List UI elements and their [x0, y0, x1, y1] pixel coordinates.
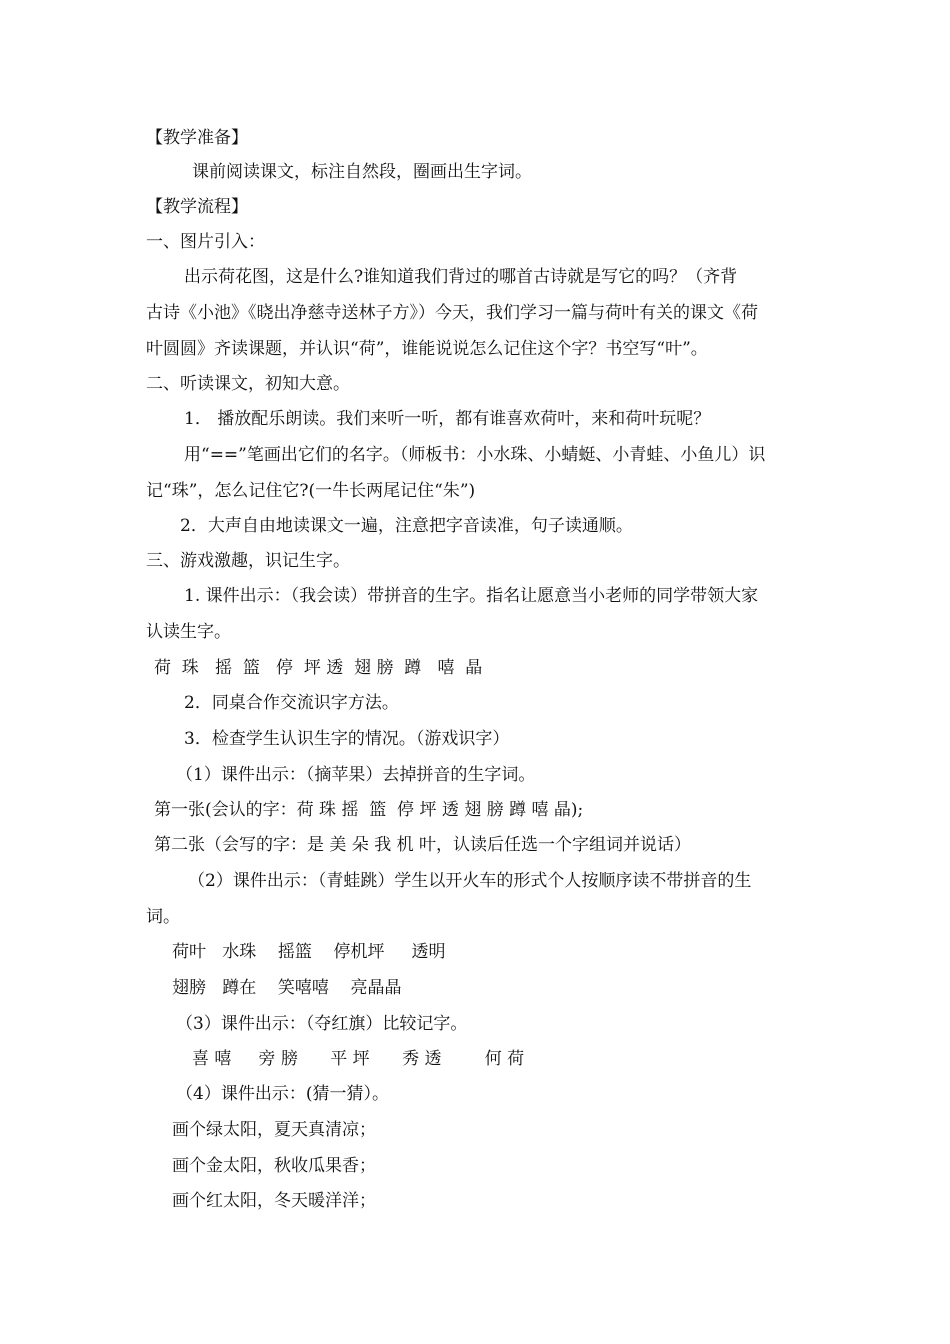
card-one-line: 第一张(会认的字：荷 珠 摇 篮 停 坪 透 翅 膀 蹲 嘻 晶);: [154, 800, 584, 820]
paragraph-line: 1. 课件出示：（我会读）带拼音的生字。指名让愿意当小老师的同学带领大家: [184, 586, 759, 606]
paragraph-line: 古诗《小池》《晓出净慈寺送林子方》）今天，我们学习一篇与荷叶有关的课文《荷: [146, 303, 758, 323]
compare-characters: 喜 嘻 旁 膀 平 坪 秀 透 何 荷: [192, 1049, 525, 1069]
riddle-line: 画个红太阳，冬天暖洋洋；: [172, 1191, 376, 1211]
prep-heading: 【教学准备】: [146, 128, 248, 148]
word-list: 荷叶 水珠 摇篮 停机坪 透明: [172, 942, 446, 962]
riddle-line: 画个金太阳，秋收瓜果香；: [172, 1156, 376, 1176]
paragraph-line: 1． 播放配乐朗读。我们来听一听，都有谁喜欢荷叶，来和荷叶玩呢？: [184, 409, 711, 429]
section-2-heading: 二、听读课文，初知大意。: [146, 374, 350, 394]
paragraph-line: 2．大声自由地读课文一遍，注意把字音读准，句子读通顺。: [180, 516, 633, 536]
prep-body: 课前阅读课文，标注自然段，圈画出生字词。: [192, 162, 532, 182]
paragraph-line: （3）课件出示：（夺红旗）比较记字。: [176, 1014, 468, 1034]
word-list: 翅膀 蹲在 笑嘻嘻 亮晶晶: [172, 978, 402, 998]
character-list: 荷 珠 摇 篮 停 坪 透 翅 膀 蹲 嘻 晶: [154, 658, 483, 678]
paragraph-line: 3．检查学生认识生字的情况。（游戏识字）: [184, 729, 510, 749]
paragraph-line: 词。: [146, 907, 180, 927]
paragraph-line: （1）课件出示：（摘苹果）去掉拼音的生字词。: [176, 765, 536, 785]
paragraph-line: （4）课件出示：(猜一猜）。: [176, 1084, 389, 1104]
paragraph-line: 用“==”笔画出它们的名字。（师板书：小水珠、小蜻蜓、小青蛙、小鱼儿）识: [184, 445, 766, 465]
paragraph-line: 叶圆圆》齐读课题，并认识“荷”，谁能说说怎么记住这个字？书空写“叶”。: [146, 339, 708, 359]
paragraph-line: 认读生字。: [146, 622, 231, 642]
card-two-line: 第二张（会写的字：是 美 朵 我 机 叶，认读后任选一个字组词并说话）: [154, 835, 692, 855]
paragraph-line: 2．同桌合作交流识字方法。: [184, 693, 399, 713]
section-3-heading: 三、游戏激趣，识记生字。: [146, 551, 350, 571]
riddle-line: 画个绿太阳，夏天真清凉；: [172, 1120, 376, 1140]
paragraph-line: 记“珠”，怎么记住它?(一牛长两尾记住“朱”): [146, 481, 476, 501]
flow-heading: 【教学流程】: [146, 197, 248, 217]
paragraph-line: 出示荷花图，这是什么?谁知道我们背过的哪首古诗就是写它的吗？（齐背: [184, 267, 738, 287]
section-1-heading: 一、图片引入：: [146, 232, 265, 252]
paragraph-line: （2）课件出示：（青蛙跳）学生以开火车的形式个人按顺序读不带拼音的生: [188, 871, 752, 891]
